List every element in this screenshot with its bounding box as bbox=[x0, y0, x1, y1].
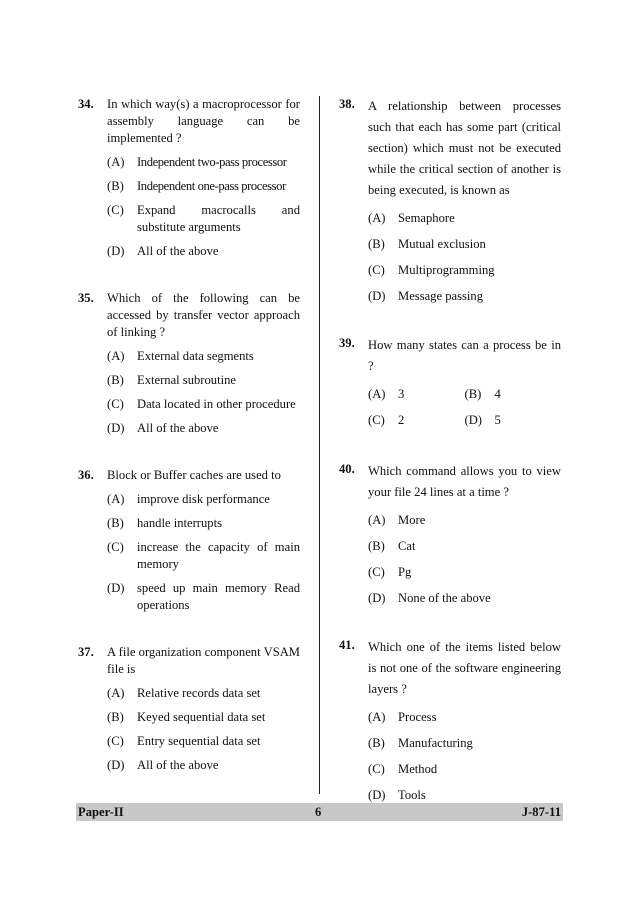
option-letter: (D) bbox=[107, 421, 125, 435]
option-b bbox=[368, 236, 561, 253]
option-c bbox=[107, 733, 300, 750]
question-number: 38. bbox=[339, 97, 355, 111]
option-b bbox=[368, 538, 561, 555]
left-column bbox=[78, 96, 300, 774]
option-letter: (D) bbox=[107, 581, 125, 595]
option-text: Message passing bbox=[398, 289, 483, 303]
page-number: 6 bbox=[315, 805, 322, 819]
option-letter: (B) bbox=[107, 516, 124, 530]
option-letter: (C) bbox=[107, 397, 124, 411]
paper-label: Paper-II bbox=[78, 805, 124, 819]
question-37 bbox=[78, 644, 300, 774]
paper-code: J-87-11 bbox=[521, 805, 561, 819]
question-text: Which of the following can be accessed by transfer vector approach of linking ? bbox=[107, 291, 300, 339]
option-c bbox=[368, 412, 465, 429]
question-number: 41. bbox=[339, 638, 355, 652]
option-text: None of the above bbox=[398, 591, 491, 605]
option-a bbox=[368, 709, 561, 726]
option-letter: (D) bbox=[368, 289, 386, 303]
option-text: Independent one-pass processor bbox=[137, 179, 286, 193]
option-d bbox=[107, 757, 300, 774]
question-text: In which way(s) a macroprocessor for assembly language can be implemented ? bbox=[107, 97, 300, 145]
option-c bbox=[107, 539, 300, 573]
option-c bbox=[107, 202, 300, 236]
question-text: Which command allows you to view your file 24 lines at a time ? bbox=[368, 464, 561, 499]
option-b bbox=[465, 386, 562, 403]
column-divider bbox=[319, 96, 320, 794]
question-38 bbox=[339, 96, 561, 305]
option-letter: (D) bbox=[368, 591, 386, 605]
option-text: Method bbox=[398, 762, 438, 776]
question-text: A file organization component VSAM file is bbox=[107, 645, 300, 676]
option-text: More bbox=[398, 513, 426, 527]
option-d bbox=[465, 412, 562, 429]
option-letter: (D) bbox=[107, 758, 125, 772]
option-c bbox=[368, 564, 561, 581]
option-c bbox=[368, 761, 561, 778]
option-letter: (B) bbox=[107, 179, 124, 193]
option-a bbox=[107, 491, 300, 508]
option-text: Multiprogramming bbox=[398, 263, 495, 277]
option-text: Expand macrocalls and substitute arguments bbox=[137, 203, 300, 234]
option-text: Cat bbox=[398, 539, 416, 553]
option-text: improve disk performance bbox=[137, 492, 270, 506]
option-letter: (A) bbox=[368, 211, 386, 225]
option-letter: (B) bbox=[368, 237, 385, 251]
option-a bbox=[368, 210, 561, 227]
question-text: Block or Buffer caches are used to bbox=[107, 468, 281, 482]
option-text: Process bbox=[398, 710, 437, 724]
option-b bbox=[368, 735, 561, 752]
option-a bbox=[368, 512, 561, 529]
option-letter: (A) bbox=[368, 513, 386, 527]
option-d bbox=[368, 590, 561, 607]
option-c bbox=[107, 396, 300, 413]
option-letter: (D) bbox=[368, 788, 386, 802]
option-d bbox=[107, 243, 300, 260]
option-text: Pg bbox=[398, 565, 412, 579]
option-letter: (A) bbox=[107, 349, 125, 363]
option-text: increase the capacity of main memory bbox=[137, 540, 300, 571]
question-number: 40. bbox=[339, 462, 355, 476]
option-text: External data segments bbox=[137, 349, 254, 363]
option-letter: (C) bbox=[368, 762, 385, 776]
option-letter: (C) bbox=[368, 413, 385, 427]
question-39 bbox=[339, 335, 561, 429]
option-text: All of the above bbox=[137, 421, 219, 435]
option-text: 5 bbox=[494, 413, 501, 427]
option-text: handle interrupts bbox=[137, 516, 222, 530]
question-number: 37. bbox=[78, 645, 94, 659]
option-text: 4 bbox=[494, 387, 501, 401]
option-letter: (C) bbox=[368, 565, 385, 579]
question-text: A relationship between processes such that each has some part (critical section) which must not be executed while the critical section of another is being executed, is known as bbox=[368, 99, 561, 197]
option-text: Mutual exclusion bbox=[398, 237, 486, 251]
option-text: Data located in other procedure bbox=[137, 397, 296, 411]
right-column bbox=[339, 96, 561, 804]
option-a bbox=[107, 685, 300, 702]
option-a bbox=[107, 154, 300, 171]
question-text: How many states can a process be in ? bbox=[368, 338, 561, 373]
option-b bbox=[107, 709, 300, 726]
question-number: 36. bbox=[78, 468, 94, 482]
option-b bbox=[107, 372, 300, 389]
option-letter: (A) bbox=[107, 686, 125, 700]
option-letter: (A) bbox=[368, 710, 386, 724]
option-letter: (D) bbox=[107, 244, 125, 258]
option-letter: (C) bbox=[107, 540, 124, 554]
option-letter: (A) bbox=[107, 155, 125, 169]
option-d bbox=[368, 288, 561, 305]
question-number: 35. bbox=[78, 291, 94, 305]
option-text: Independent two-pass processor bbox=[137, 155, 287, 169]
option-d bbox=[107, 580, 300, 614]
option-letter: (B) bbox=[368, 736, 385, 750]
option-letter: (D) bbox=[464, 413, 482, 427]
question-number: 34. bbox=[78, 97, 94, 111]
option-text: speed up main memory Read operations bbox=[137, 581, 300, 612]
option-text: All of the above bbox=[137, 244, 219, 258]
option-b bbox=[107, 515, 300, 532]
question-41 bbox=[339, 637, 561, 804]
option-letter: (B) bbox=[368, 539, 385, 553]
option-a bbox=[368, 386, 465, 403]
option-b bbox=[107, 178, 300, 195]
option-letter: (B) bbox=[107, 373, 124, 387]
option-letter: (B) bbox=[464, 387, 482, 401]
option-text: 2 bbox=[398, 413, 405, 427]
option-text: Keyed sequential data set bbox=[137, 710, 266, 724]
option-letter: (C) bbox=[368, 263, 385, 277]
option-text: All of the above bbox=[137, 758, 219, 772]
option-letter: (C) bbox=[107, 203, 124, 217]
option-a bbox=[107, 348, 300, 365]
option-text: 3 bbox=[398, 387, 405, 401]
question-number: 39. bbox=[339, 336, 355, 350]
option-d bbox=[368, 787, 561, 804]
page-footer bbox=[76, 803, 563, 821]
option-letter: (B) bbox=[107, 710, 124, 724]
question-34 bbox=[78, 96, 300, 260]
option-text: Tools bbox=[398, 788, 426, 802]
question-text: Which one of the items listed below is not one of the software engineering layers ? bbox=[368, 640, 561, 696]
question-40 bbox=[339, 461, 561, 607]
option-c bbox=[368, 262, 561, 279]
option-letter: (A) bbox=[107, 492, 125, 506]
question-35 bbox=[78, 290, 300, 437]
option-text: Entry sequential data set bbox=[137, 734, 261, 748]
option-text: Relative records data set bbox=[137, 686, 261, 700]
option-text: Manufacturing bbox=[398, 736, 473, 750]
option-text: External subroutine bbox=[137, 373, 236, 387]
question-36 bbox=[78, 467, 300, 614]
option-letter: (C) bbox=[107, 734, 124, 748]
option-letter: (A) bbox=[368, 387, 386, 401]
option-d bbox=[107, 420, 300, 437]
option-text: Semaphore bbox=[398, 211, 455, 225]
